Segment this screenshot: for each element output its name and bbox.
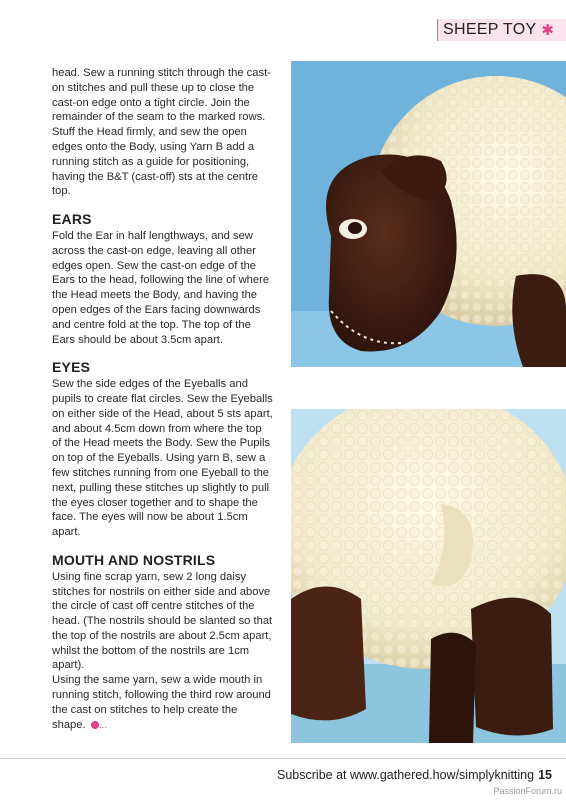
footer-divider (0, 758, 566, 759)
section-title: SHEEP TOY (443, 21, 537, 38)
watermark: PassionForum.ru (493, 786, 562, 796)
asterisk-icon: ✱ (541, 22, 554, 39)
intro-paragraph: head. Sew a running stitch through the cast-on stitches and pull these up to close the cast-on edge onto a tight circle. Join the remainder of the seam to the marked rows. Stuff the Head firmly, and sew the open edges onto the Body, using Yarn B add a running stitch as a guide for positioning, having the B&T (cast-off) sts at the centre top. (52, 67, 271, 198)
mouth-paragraph-2-text: Using the same yarn, sew a wide mouth in running stitch, following the third row around the cast on stitches to help create the shape. (52, 674, 271, 731)
section-tag (437, 19, 566, 41)
ears-paragraph: Fold the Ear in half lengthways, and sew across the cast-on edge, leaving all other edges open. Sew the cast-on edge of the Ears to the head, following the line of where the Head meets the Body, and having the open edges of the Ears facing downwards and centre fold at the top. The top of the Ears should be about 3.5cm apart. (52, 229, 270, 346)
article-column (52, 66, 274, 733)
sheep-body-photo (291, 409, 566, 743)
end-mark-dots: ... (98, 719, 108, 731)
page-number: 15 (538, 768, 552, 782)
end-mark-icon (91, 721, 99, 729)
sheep-head-photo (291, 61, 566, 367)
mouth-paragraph-1: Using fine scrap yarn, sew 2 long daisy stitches for nostrils on either side and above the circle of cast off centre stitches of the head. (The nostrils should be slanted so that the top of the nostrils are about 2.5cm apart, whilst the bottom of the nostrils are 1cm apart). (52, 570, 273, 672)
footer (277, 768, 552, 782)
eyes-heading: EYES (52, 359, 91, 376)
ears-heading: EARS (52, 211, 92, 228)
eyes-paragraph: Sew the side edges of the Eyeballs and pupils to create flat circles. Sew the Eyeballs on either side of the Head, about 5 sts apart, and about 4.5cm down from where the top of the Head meets the Body. Sew the Pupils on top of the Eyeballs. Using yarn B, sew a few stitches running from one Eyeball to the next, pulling these stitches up slightly to pull the eyes closer together and to shape the face. The eyes will now be about 1.5cm apart. (52, 378, 273, 539)
mouth-heading: MOUTH AND NOSTRILS (52, 551, 216, 568)
mouth-paragraph-2 (52, 673, 274, 733)
subscribe-link[interactable]: Subscribe at www.gathered.how/simplyknitting (277, 768, 535, 782)
